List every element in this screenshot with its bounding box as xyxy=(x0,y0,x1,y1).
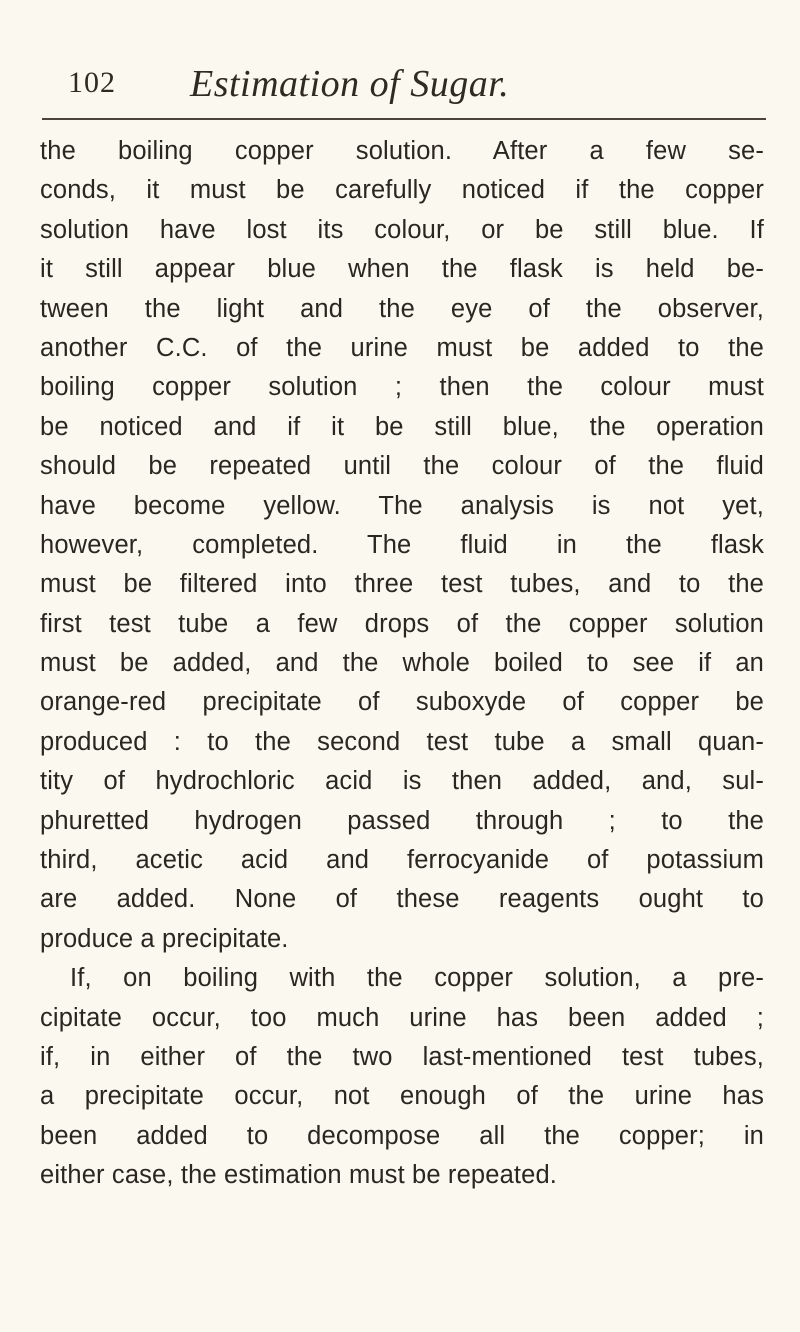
text-line: are added. None of these reagents ought to xyxy=(40,885,764,914)
text-line: produced : to the second test tube a small quan- xyxy=(40,727,764,756)
text-line: have become yellow. The analysis is not yet, xyxy=(40,491,764,520)
text-line: solution have lost its colour, or be still blue. If xyxy=(40,215,764,244)
text-line: the boiling copper solution. After a few se- xyxy=(40,137,764,165)
text-line: must be filtered into three test tubes, and to the xyxy=(40,570,764,599)
text-line: first test tube a few drops of the copper solution xyxy=(40,609,764,638)
page-number: 102 xyxy=(68,66,116,99)
body-text xyxy=(40,132,764,1196)
text-line: must be added, and the whole boiled to see if an xyxy=(40,649,764,678)
text-line: if, in either of the two last-mentioned test tubes, xyxy=(40,1042,764,1071)
text-line: should be repeated until the colour of the fluid xyxy=(40,452,764,481)
header-rule xyxy=(42,118,766,120)
text-line: phuretted hydrogen passed through ; to the xyxy=(40,806,764,835)
text-line: tity of hydrochloric acid is then added, and, sul- xyxy=(40,767,764,796)
text-line: produce a precipitate. xyxy=(40,924,289,953)
text-line: conds, it must be carefully noticed if the copper xyxy=(40,176,764,205)
text-line: cipitate occur, too much urine has been added ; xyxy=(40,1003,764,1032)
text-line: If, on boiling with the copper solution, a pre- xyxy=(70,964,764,993)
text-line: another C.C. of the urine must be added to the xyxy=(40,333,764,362)
running-head xyxy=(40,62,760,112)
text-line: be noticed and if it be still blue, the operation xyxy=(40,412,764,441)
text-line: either case, the estimation must be repeated. xyxy=(40,1161,558,1190)
text-line: however, completed. The fluid in the flask xyxy=(40,530,764,559)
text-line: been added to decompose all the copper; in xyxy=(40,1121,764,1150)
text-line: tween the light and the eye of the observer, xyxy=(40,294,764,323)
text-line: orange-red precipitate of suboxyde of copper be xyxy=(40,688,764,717)
text-line: a precipitate occur, not enough of the urine has xyxy=(40,1082,764,1111)
text-line: boiling copper solution ; then the colour must xyxy=(40,373,764,402)
text-line: third, acetic acid and ferrocyanide of potassium xyxy=(40,846,764,875)
text-line: it still appear blue when the flask is held be- xyxy=(40,255,764,284)
running-title: Estimation of Sugar. xyxy=(190,63,510,105)
